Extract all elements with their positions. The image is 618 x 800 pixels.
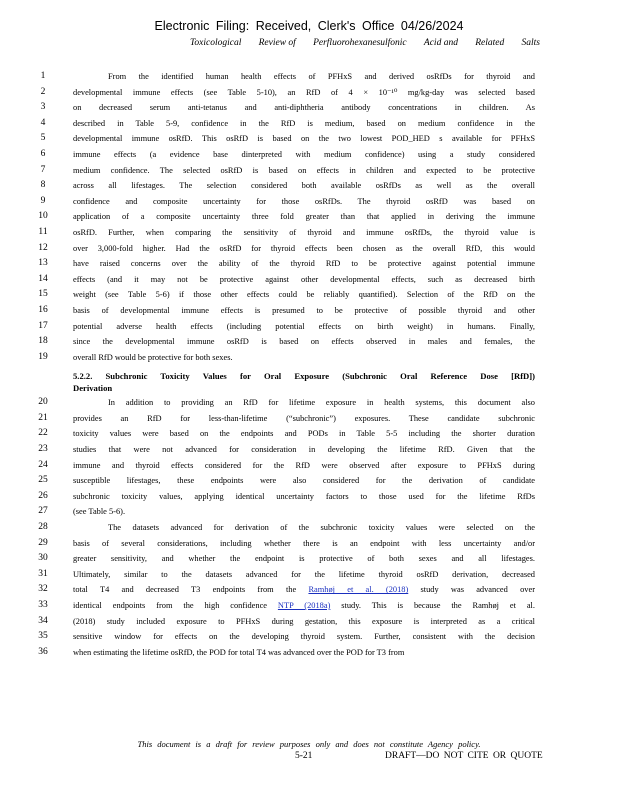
line-number: 30 xyxy=(38,553,48,564)
line-row xyxy=(0,256,618,272)
line-number: 35 xyxy=(38,631,48,642)
line-row xyxy=(0,614,618,630)
line-row xyxy=(0,287,618,303)
paragraph-rfd-selection xyxy=(0,69,618,365)
line-text: over 3,000-fold higher. Had the osRfD for thyroid effects been chosen as the overall RfD, this would xyxy=(73,243,535,253)
line-text: From the identified human health effects of PFHxS and derived osRfDs for thyroid and xyxy=(108,72,535,81)
line-row xyxy=(0,272,618,288)
citation-link[interactable]: Ramhøj et al. (2018) xyxy=(308,585,409,595)
line-text: (see Table 5-6). xyxy=(73,507,126,517)
paragraph-subchronic-intro xyxy=(0,395,618,520)
line-row xyxy=(0,303,618,319)
line-number: 10 xyxy=(38,211,48,222)
draft-notice: DRAFT—DO NOT CITE OR QUOTE xyxy=(385,751,543,761)
running-title-word: Related xyxy=(475,38,505,48)
line-row xyxy=(0,241,618,257)
line-number: 2 xyxy=(40,86,46,97)
running-title xyxy=(190,38,540,48)
line-number: 24 xyxy=(38,459,48,470)
line-number: 31 xyxy=(38,568,48,579)
line-text: confidence and composite uncertainty for those osRfDs. The thyroid osRfD was based on xyxy=(73,196,535,206)
line-number: 19 xyxy=(38,351,48,362)
line-row xyxy=(0,520,618,536)
line-text: effects (and it may not be protective against other developmental effects, such as decreased birth xyxy=(73,274,535,284)
line-number: 11 xyxy=(38,226,48,237)
line-text: described in Table 5-9, confidence in the RfD is medium, based on medium confidence in the xyxy=(73,118,535,128)
running-title-word: Salts xyxy=(521,38,540,48)
line-text: application of a composite uncertainty three fold greater than that applied in deriving the immune xyxy=(73,212,535,222)
line-text: sensitive window for effects on the developing thyroid system. Further, consistent with the decision xyxy=(73,632,535,642)
line-text: osRfD. Further, when comparing the sensitivity of thyroid and immune osRfDs, the thyroid value is xyxy=(73,227,535,237)
citation-link[interactable]: NTP (2018a) xyxy=(277,601,331,610)
line-row xyxy=(0,69,618,85)
line-number: 27 xyxy=(38,506,48,517)
line-text: weight (see Table 5-6) if those other effects could be reliably quantified). Selection of the RfD on the xyxy=(73,290,535,300)
line-text-part: identical endpoints from the high confidence xyxy=(73,601,278,610)
line-number: 3 xyxy=(40,102,46,113)
line-text xyxy=(73,598,535,614)
line-text: basis of several considerations, including whether there is an endpoint with less uncertainty and/or xyxy=(73,538,535,548)
line-row xyxy=(0,458,618,474)
line-number: 6 xyxy=(40,148,46,159)
line-row xyxy=(0,178,618,194)
line-text: subchronic toxicity values, applying identical uncertainty factors to those used for the lifetime RfDs xyxy=(73,491,535,501)
line-text xyxy=(73,582,535,598)
running-title-word: Acid and xyxy=(423,38,458,48)
running-title-word: Toxicological xyxy=(190,38,242,48)
line-number: 7 xyxy=(40,164,46,175)
line-text: across all lifestages. The selection considered both available osRfDs as well as the overall xyxy=(73,181,535,191)
line-number: 23 xyxy=(38,444,48,455)
line-text: (2018) study included exposure to PFHxS during gestation, this exposure is interpreted as a critical xyxy=(73,616,535,626)
line-row xyxy=(0,131,618,147)
line-number: 1 xyxy=(40,71,46,81)
paragraph-subchronic-datasets xyxy=(0,520,618,660)
line-number: 29 xyxy=(38,537,48,548)
line-text: medium confidence. The selected osRfD is based on effects in children and expected to be protective xyxy=(73,165,535,175)
line-text-part: study. This is because the Ramhøj et al. xyxy=(330,601,535,610)
line-number: 32 xyxy=(38,584,48,595)
line-row xyxy=(0,567,618,583)
line-text: immune effects (a evidence base dinterpreted with medium confidence) using a study considered xyxy=(73,149,535,159)
line-number: 12 xyxy=(38,242,48,253)
line-text: toxicity values were based on the endpoints and PODs in Table 5-5 including the shorter duration xyxy=(73,429,535,439)
line-text: studies that were not advanced for consideration in developing the lifetime RfD. Given that the xyxy=(73,445,535,455)
line-number: 14 xyxy=(38,273,48,284)
line-row xyxy=(0,225,618,241)
line-number: 28 xyxy=(38,522,48,533)
line-number: 16 xyxy=(38,304,48,315)
line-number: 36 xyxy=(38,646,48,657)
line-text: overall RfD would be protective for both sexes. xyxy=(73,352,233,362)
line-text: when estimating the lifetime osRfD, the POD for total T4 was advanced over the POD for T3 from xyxy=(73,647,405,657)
line-row xyxy=(0,147,618,163)
line-text: developmental immune effects (see Table 5-10), an RfD of 4 × 10⁻¹⁰ mg/kg-day was selected based xyxy=(73,87,535,97)
line-row xyxy=(0,442,618,458)
line-row xyxy=(0,334,618,350)
line-row xyxy=(0,582,618,598)
line-text: basis of developmental immune effects is presumed to be protective of possible thyroid and other xyxy=(73,305,535,315)
line-number: 5 xyxy=(40,133,46,144)
line-row xyxy=(0,504,618,520)
line-text: developmental immune osRfD. This osRfD is based on the two lowest POD_HED s available for PFHxS xyxy=(73,134,535,144)
line-number: 26 xyxy=(38,490,48,501)
line-number: 22 xyxy=(38,428,48,439)
line-text-part: total T4 and decreased T3 endpoints from the xyxy=(73,585,309,595)
line-row xyxy=(0,85,618,101)
line-row xyxy=(0,163,618,179)
line-row xyxy=(0,209,618,225)
line-number: 17 xyxy=(38,320,48,331)
line-number: 9 xyxy=(40,195,46,206)
line-row xyxy=(0,194,618,210)
line-number: 15 xyxy=(38,289,48,300)
line-number: 33 xyxy=(38,600,48,610)
line-row xyxy=(0,116,618,132)
line-row xyxy=(0,395,618,411)
line-row xyxy=(0,645,618,661)
line-row xyxy=(0,100,618,116)
line-row xyxy=(0,411,618,427)
line-row xyxy=(0,536,618,552)
line-text: since the developmental immune osRfD is based on effects observed in males and females, the xyxy=(73,337,535,347)
line-number: 8 xyxy=(40,180,46,191)
line-text: susceptible lifestages, these endpoints were also considered for the derivation of candidate xyxy=(73,476,535,486)
line-text: provides an RfD for less-than-lifetime (“subchronic”) exposures. These candidate subchronic xyxy=(73,413,535,423)
document-body xyxy=(0,69,618,660)
line-row xyxy=(0,551,618,567)
line-row xyxy=(0,598,618,614)
line-text: Ultimately, similar to the datasets advanced for the lifetime thyroid osRfD derivation, decreased xyxy=(73,569,535,579)
line-number: 21 xyxy=(38,412,48,423)
line-row xyxy=(0,473,618,489)
line-number: 13 xyxy=(38,258,48,269)
filing-stamp: Electronic Filing: Received, Clerk's Office 04/26/2024 xyxy=(154,19,464,33)
line-text: greater sensitivity, and whether the endpoint is protective of both sexes and all lifestages. xyxy=(73,554,535,564)
line-text: potential adverse health effects (including potential effects on birth weight) in humans. Finally, xyxy=(73,321,535,331)
running-title-word: Review of xyxy=(258,38,296,48)
line-text: immune and thyroid effects considered for the RfD were observed after exposure to PFHxS during xyxy=(73,460,535,470)
line-text: The datasets advanced for derivation of the subchronic toxicity values were selected on the xyxy=(108,523,535,533)
line-number: 25 xyxy=(38,475,48,486)
line-row xyxy=(0,426,618,442)
line-text-part: study was advanced over xyxy=(408,585,535,595)
line-number: 34 xyxy=(38,615,48,626)
line-number: 20 xyxy=(38,397,48,408)
line-row xyxy=(0,319,618,335)
section-heading-line-1: 5.2.2. Subchronic Toxicity Values for Oral Exposure (Subchronic Oral Reference Dose [RfD]) xyxy=(73,371,535,382)
line-row xyxy=(0,629,618,645)
line-row xyxy=(0,350,618,366)
line-text: on decreased serum anti-tetanus and anti-diphtheria antibody concentrations in children. As xyxy=(73,103,535,113)
draft-disclaimer: This document is a draft for review purposes only and does not constitute Agency policy. xyxy=(137,739,481,749)
line-text: have raised concerns over the ability of the thyroid RfD to be protective against potential immune xyxy=(73,259,535,269)
line-number: 18 xyxy=(38,336,48,347)
line-row xyxy=(0,489,618,505)
line-number: 4 xyxy=(40,117,46,128)
section-heading xyxy=(0,365,618,395)
section-heading-line-2: Derivation xyxy=(73,383,113,394)
line-text: In addition to providing an RfD for lifetime exposure in health systems, this document also xyxy=(108,398,535,408)
page-number: 5-21 xyxy=(295,751,313,761)
running-title-word: Perfluorohexanesulfonic xyxy=(313,38,407,48)
